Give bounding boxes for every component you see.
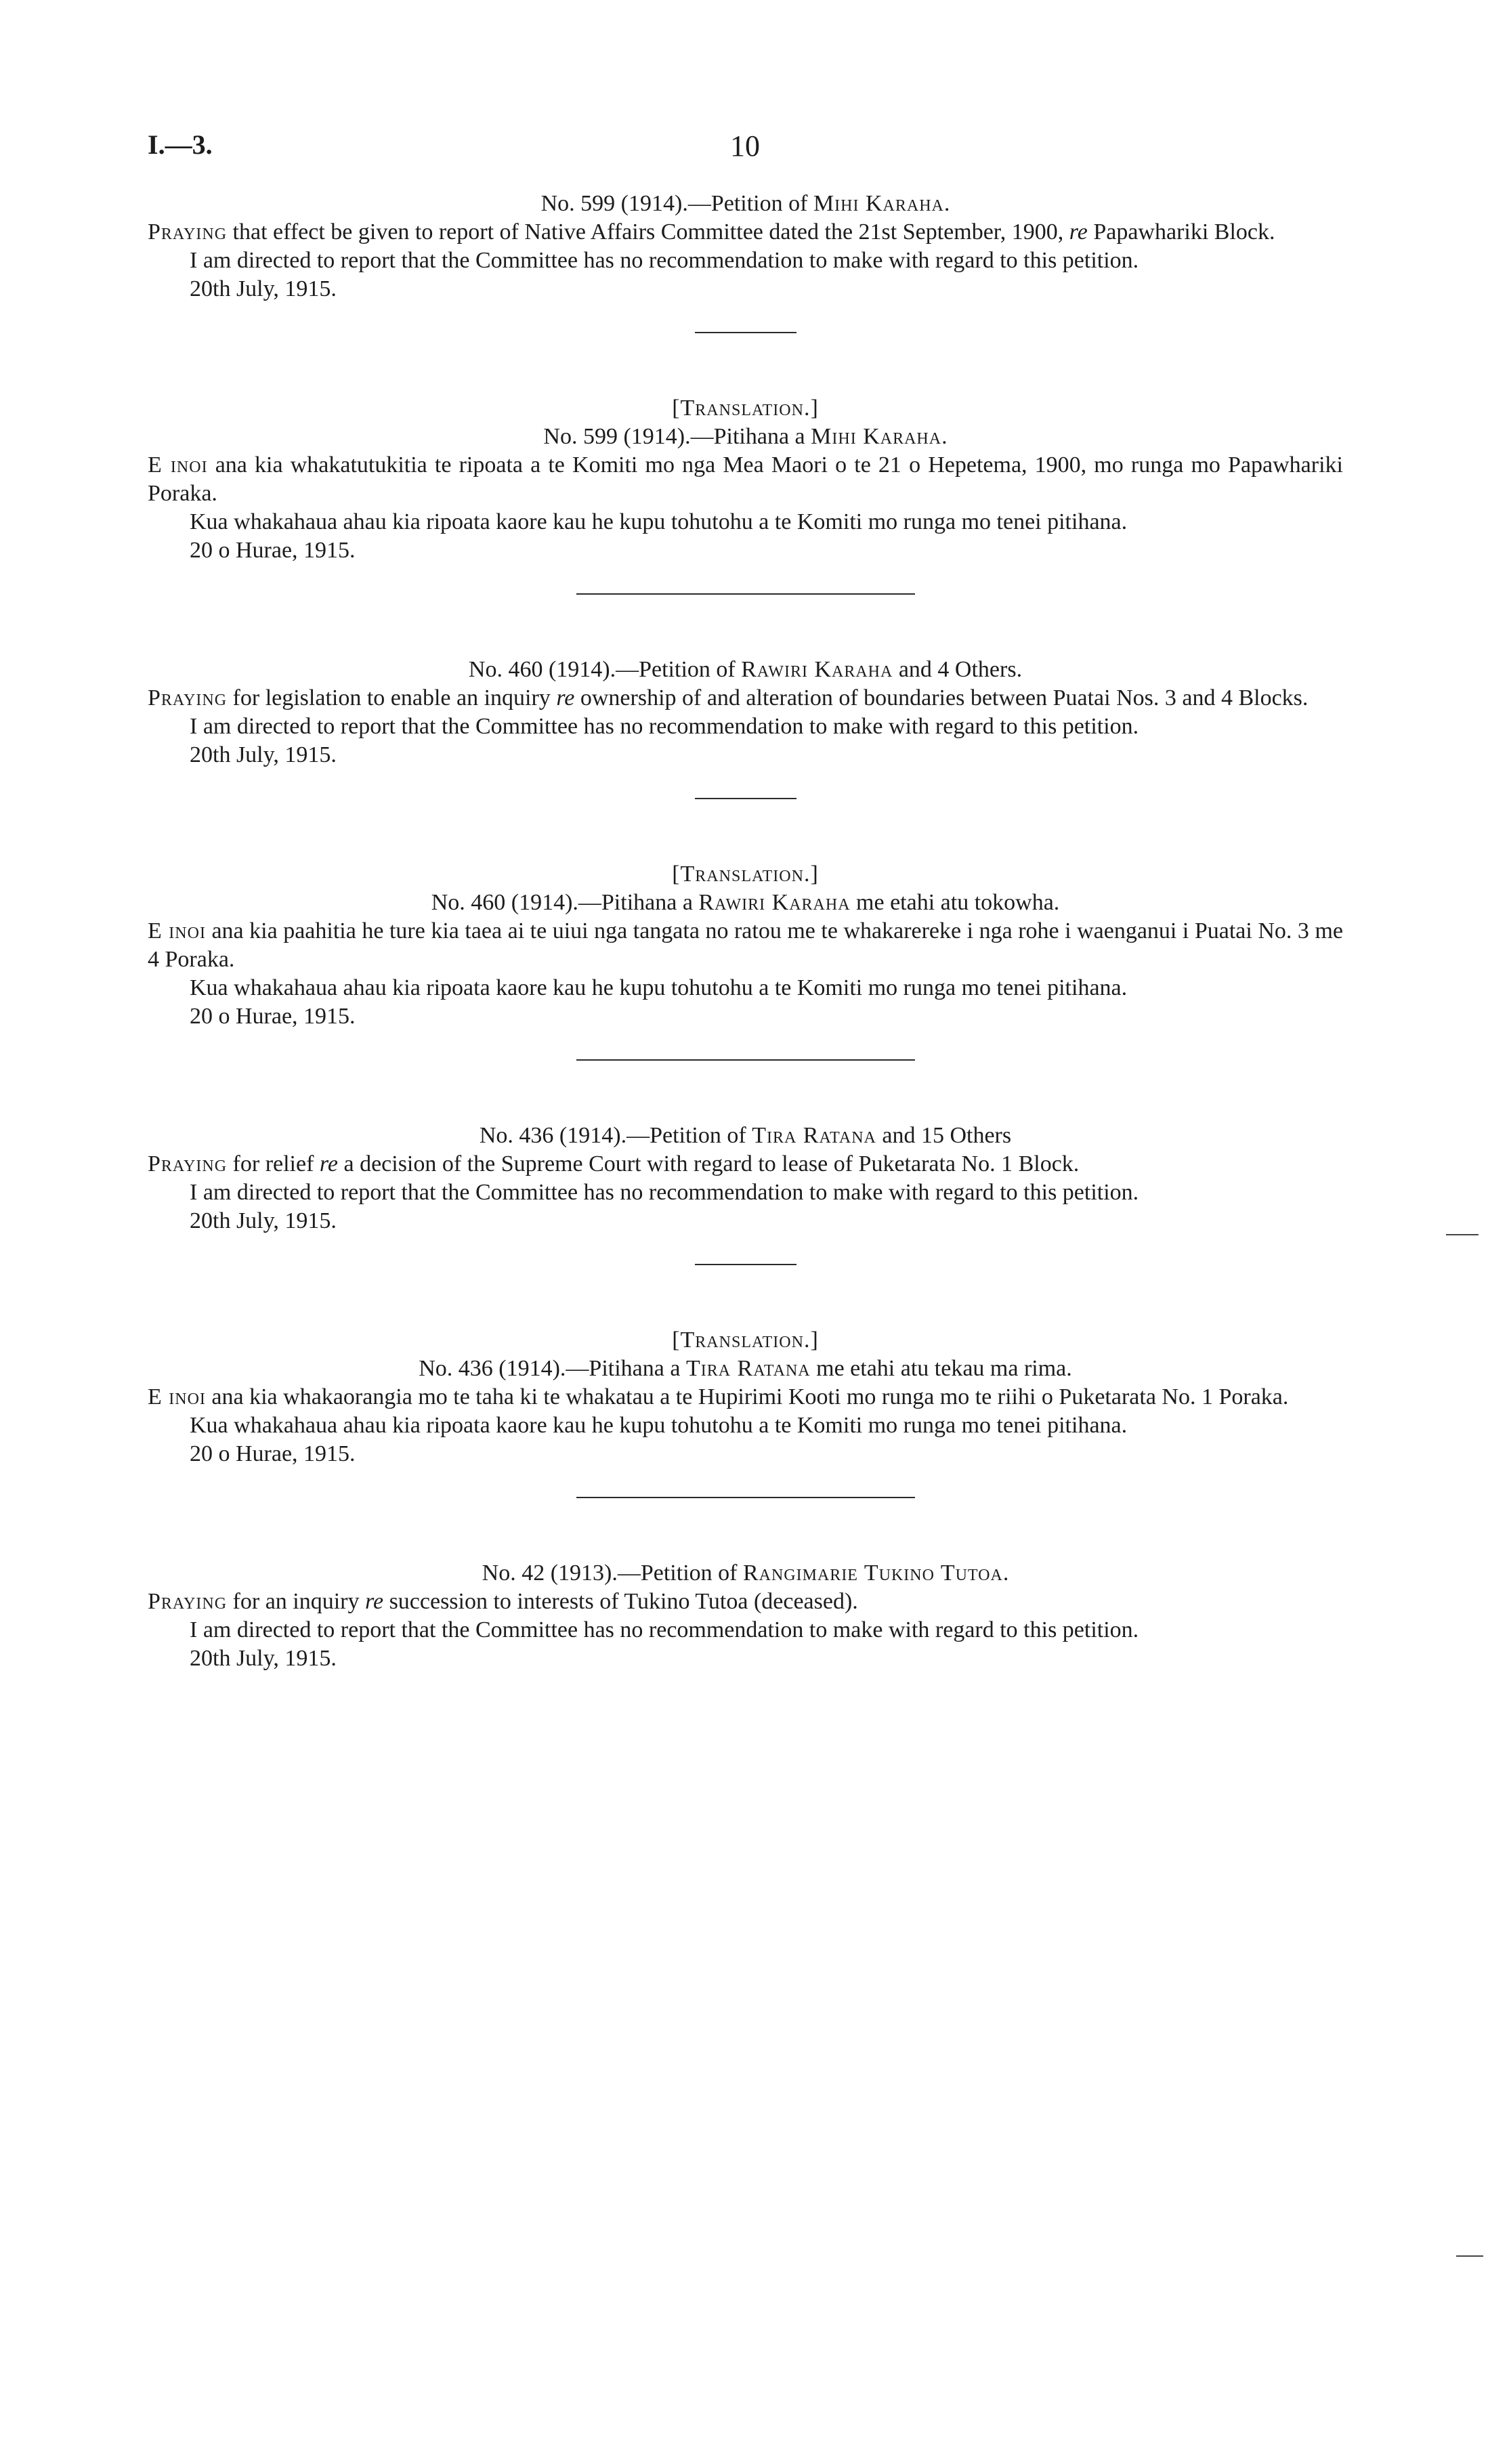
prayer-text: for an inquiry (227, 1589, 365, 1614)
prayer-italic: re (365, 1589, 384, 1614)
prayer-paragraph (148, 684, 1343, 713)
prayer-paragraph (148, 451, 1343, 508)
report-paragraph: Kua whakahaua ahau kia ripoata kaore kau he kupu tohutohu a te Komiti mo runga mo tenei pitihana. (190, 509, 1128, 534)
report-paragraph: Kua whakahaua ahau kia ripoata kaore kau he kupu tohutohu a te Komiti mo runga mo tenei pitihana. (190, 975, 1128, 1000)
translation-label: [Translation.] (672, 396, 819, 421)
section-divider (695, 1264, 796, 1265)
prayer-text: ana kia whakatutukitia te ripoata a te Komiti mo nga Mea Maori o te 21 o Hepetema, 1900, mo runga mo Papawhariki Poraka. (148, 452, 1343, 506)
prayer-text-2: a decision of the Supreme Court with regard to lease of Puketarata No. 1 Block. (337, 1151, 1080, 1176)
report-paragraph: Kua whakahaua ahau kia ripoata kaore kau he kupu tohutohu a te Komiti mo runga mo tenei pitihana. (190, 1413, 1128, 1438)
petitioner-name: Mihi Karaha (811, 424, 942, 449)
translation-label: [Translation.] (672, 1327, 819, 1353)
document-reference: I.—3. (148, 129, 213, 160)
date-line: 20th July, 1915. (190, 1208, 337, 1233)
title-suffix: and 4 Others. (893, 657, 1023, 682)
petition-title (148, 1355, 1343, 1383)
title-prefix: No. 599 (1914).—Pitihana a (543, 424, 811, 449)
petition-title (148, 190, 1343, 218)
date-line: 20 o Hurae, 1915. (190, 1441, 356, 1466)
scan-artifact-mark (1446, 1234, 1479, 1235)
page-number: 10 (730, 129, 760, 163)
petitioner-name: Rawiri Karaha (741, 657, 893, 682)
title-suffix: . (943, 191, 950, 216)
prayer-italic: re (556, 685, 575, 710)
section-divider (576, 1497, 915, 1498)
section-divider (576, 593, 915, 595)
petition-title (148, 656, 1343, 684)
petitioner-name: Tira Ratana (685, 1356, 811, 1381)
date-line: 20 o Hurae, 1915. (190, 1004, 356, 1029)
prayer-text: for legislation to enable an inquiry (227, 685, 557, 710)
document-page (148, 129, 1343, 1673)
title-suffix: me etahi atu tekau ma rima. (810, 1356, 1072, 1381)
prayer-lead: E inoi (148, 452, 208, 477)
translation-entry (148, 860, 1343, 1061)
date-line: 20th July, 1915. (190, 742, 337, 767)
petition-entry (148, 1559, 1343, 1673)
prayer-text: ana kia paahitia he ture kia taea ai te uiui nga tangata no ratou me te whakarereke i nga rohe i waenganui i Puatai No. 3 me 4 Poraka. (148, 918, 1343, 972)
prayer-lead: E inoi (148, 918, 206, 943)
petition-entry (148, 190, 1343, 333)
prayer-paragraph (148, 218, 1343, 247)
petitioner-name: Tira Ratana (752, 1123, 876, 1148)
prayer-text-2: succession to interests of Tukino Tutoa (deceased). (383, 1589, 858, 1614)
petition-title (148, 423, 1343, 451)
prayer-paragraph (148, 917, 1343, 974)
prayer-italic: re (1069, 219, 1088, 245)
prayer-lead: Praying (148, 685, 228, 710)
report-paragraph: I am directed to report that the Committee has no recommendation to make with regard to this petition. (190, 248, 1139, 273)
prayer-text: ana kia whakaorangia mo te taha ki te whakatau a te Hupirimi Kooti mo runga mo te riihi o Puketarata No. 1 Poraka. (205, 1384, 1289, 1409)
prayer-paragraph (148, 1383, 1343, 1411)
prayer-lead: Praying (148, 1151, 228, 1176)
title-prefix: No. 460 (1914).—Petition of (468, 657, 742, 682)
section-divider (576, 1059, 915, 1061)
petition-entry (148, 1122, 1343, 1265)
date-line: 20th July, 1915. (190, 1646, 337, 1671)
prayer-text-2: Papawhariki Block. (1087, 219, 1275, 245)
date-line: 20th July, 1915. (190, 276, 337, 301)
section-divider (695, 798, 796, 799)
title-suffix: me etahi atu tokowha. (850, 890, 1060, 915)
translation-label: [Translation.] (672, 862, 819, 887)
title-prefix: No. 42 (1913).—Petition of (482, 1560, 743, 1586)
title-prefix: No. 436 (1914).—Pitihana a (419, 1356, 686, 1381)
section-divider (695, 332, 796, 333)
title-prefix: No. 460 (1914).—Pitihana a (431, 890, 699, 915)
prayer-paragraph (148, 1588, 1343, 1616)
scan-artifact-mark (1456, 2255, 1483, 2257)
petition-title (148, 889, 1343, 917)
prayer-lead: E inoi (148, 1384, 206, 1409)
title-suffix: . (1002, 1560, 1009, 1586)
petition-title (148, 1122, 1343, 1150)
report-paragraph: I am directed to report that the Committee has no recommendation to make with regard to this petition. (190, 1180, 1139, 1205)
petitioner-name: Rangimarie Tukino Tutoa (742, 1560, 1003, 1586)
petition-entry (148, 656, 1343, 799)
prayer-text-2: ownership of and alteration of boundaries between Puatai Nos. 3 and 4 Blocks. (574, 685, 1309, 710)
report-paragraph: I am directed to report that the Committee has no recommendation to make with regard to this petition. (190, 714, 1139, 739)
title-suffix: and 15 Others (876, 1123, 1012, 1148)
petition-title (148, 1559, 1343, 1588)
prayer-lead: Praying (148, 219, 228, 245)
running-head (148, 129, 1343, 176)
petitioner-name: Rawiri Karaha (698, 890, 851, 915)
title-prefix: No. 599 (1914).—Petition of (540, 191, 813, 216)
prayer-text: that effect be given to report of Native Affairs Committee dated the 21st September, 1900, (227, 219, 1069, 245)
petitioner-name: Mihi Karaha (813, 191, 944, 216)
prayer-italic: re (319, 1151, 338, 1176)
translation-entry (148, 1326, 1343, 1498)
report-paragraph: I am directed to report that the Committee has no recommendation to make with regard to this petition. (190, 1617, 1139, 1642)
title-prefix: No. 436 (1914).—Petition of (479, 1123, 752, 1148)
translation-entry (148, 394, 1343, 595)
prayer-text: for relief (227, 1151, 320, 1176)
title-suffix: . (941, 424, 948, 449)
date-line: 20 o Hurae, 1915. (190, 538, 356, 563)
prayer-paragraph (148, 1150, 1343, 1178)
prayer-lead: Praying (148, 1589, 228, 1614)
